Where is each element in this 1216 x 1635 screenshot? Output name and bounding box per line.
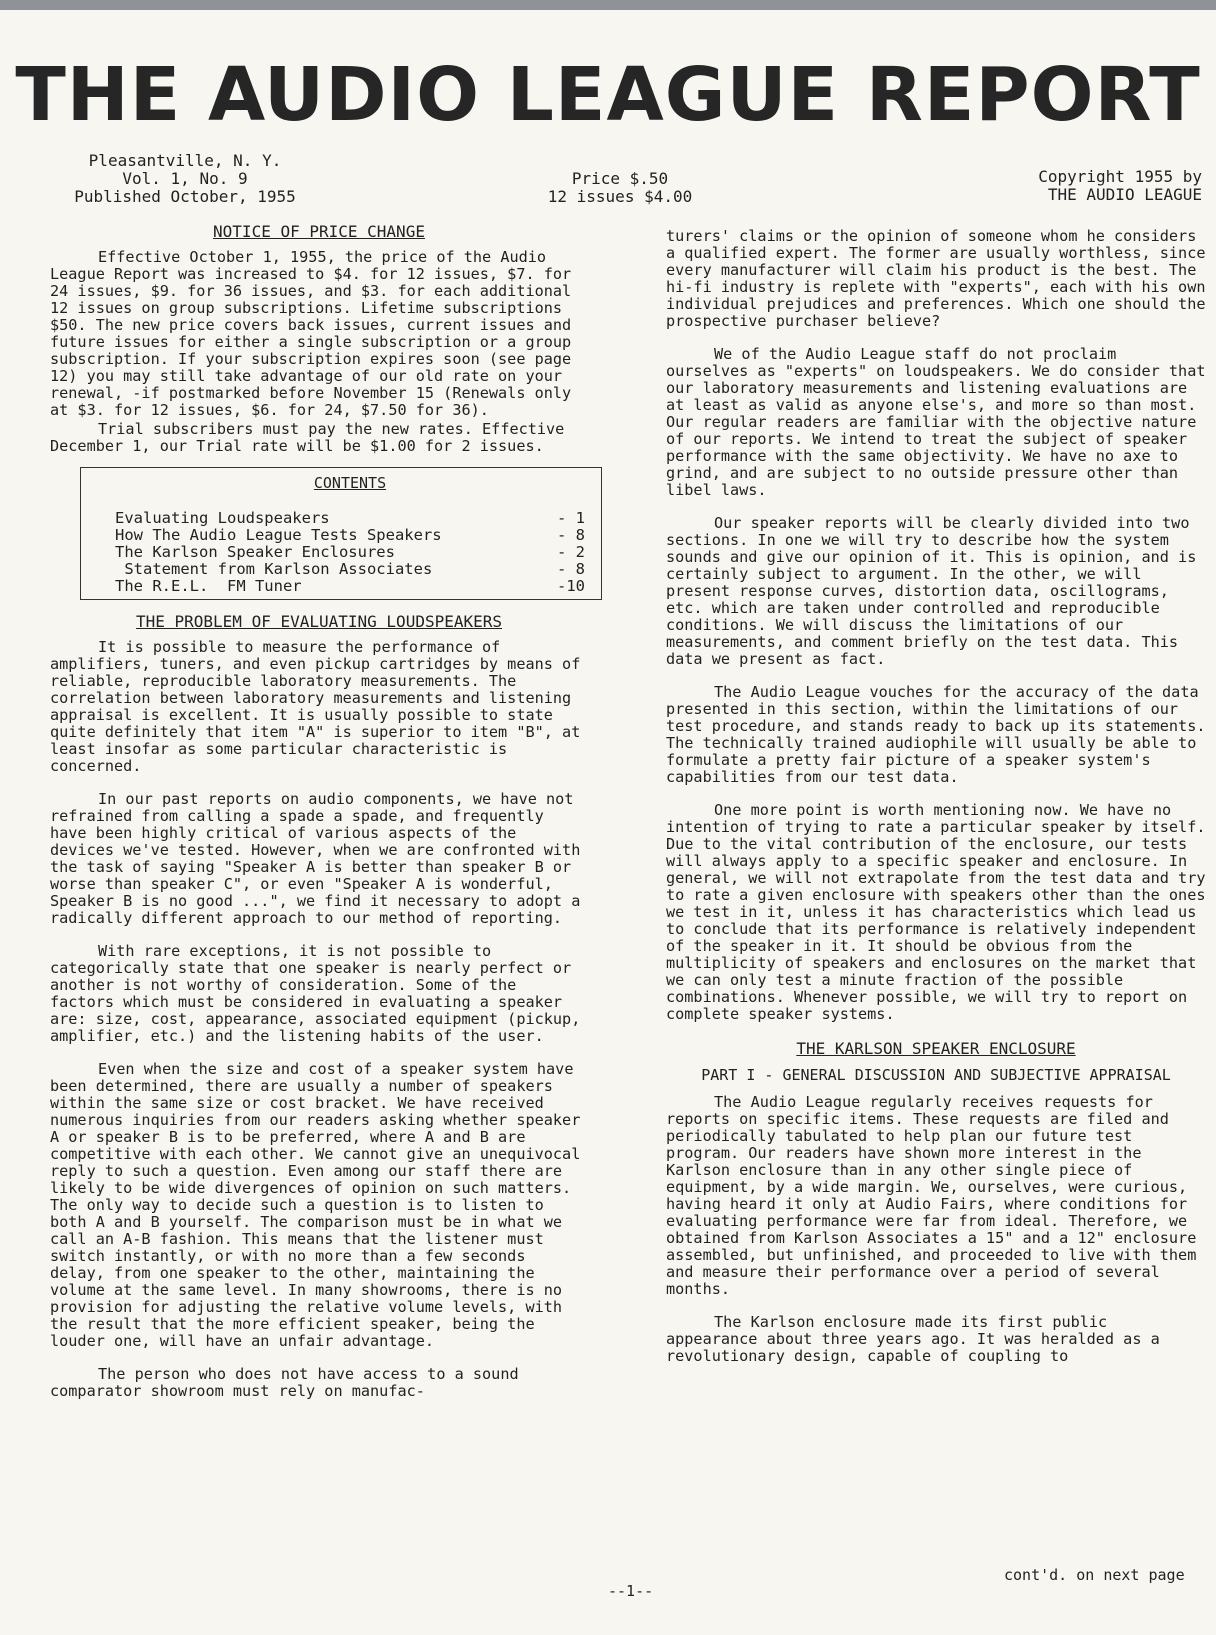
problem-paragraph-3: With rare exceptions, it is not possible to categorically state that one speaker is nearly perfect or another is not worthy of consideration. Some of the factors which must be considered in evaluating a speaker are: size, cost, appearance, associated equipment (pickup, amplifier, etc.) and the listening habits of the user. <box>50 942 581 1045</box>
location: Pleasantville, N. Y. <box>88 151 282 170</box>
copyright-owner: THE AUDIO LEAGUE <box>1047 185 1202 204</box>
problem-paragraph-2: In our past reports on audio components, we have not refrained from calling a spade a spade, and frequently have been highly critical of various aspects of the devices we've tested. However, when we are confronted with the task of saying "Speaker A is better than speaker B or worse than speaker C", or even "Speaker A is wonderful, Speaker B is no good ...", we find it necessary to adopt a radically different approach to our method of reporting. <box>50 790 581 927</box>
right-column <box>666 228 1206 1381</box>
right-paragraph-4: One more point is worth mentioning now. We have no intention of trying to rate a particular speaker by itself. Due to the vital contribution of the enclosure, our tests will always apply to a specific speaker and enclosure. In general, we will not extrapolate from the test data and try to rate a given enclosure with speakers other than the ones we test in it, unless it has characteristics which lead us to conclude that its performance is relatively independent of the speaker in it. It should be obvious from the multiplicity of speakers and enclosures on the market that we can only test a minute fraction of the possible combinations. Whenever possible, we will try to report on complete speaker systems. <box>666 801 1206 1023</box>
problem-heading: THE PROBLEM OF EVALUATING LOUDSPEAKERS <box>135 612 503 631</box>
karlson-heading: THE KARLSON SPEAKER ENCLOSURE <box>796 1039 1076 1058</box>
continued-note: cont'd. on next page <box>1004 1566 1185 1584</box>
contents-item: The Karlson Speaker Enclosures - 2 <box>115 543 585 561</box>
page-number: --1-- <box>608 1582 654 1600</box>
karlson-subheading: PART I - GENERAL DISCUSSION AND SUBJECTIVE APPRAISAL <box>701 1066 1171 1084</box>
problem-paragraph-1: It is possible to measure the performance of amplifiers, tuners, and even pickup cartridges by means of reliable, reproducible laboratory measurements. The correlation between laboratory measurements and listening appraisal is excellent. It is usually possible to state quite definitely that item "A" is superior to item "B", at least insofar as some particular characteristic is concerned. <box>50 638 581 775</box>
contents-item: Statement from Karlson Associates - 8 <box>115 560 585 578</box>
notice-heading: NOTICE OF PRICE CHANGE <box>213 222 425 241</box>
copyright-info <box>960 168 1202 204</box>
masthead-title: THE AUDIO LEAGUE REPORT <box>15 52 1201 138</box>
notice-paragraph-2: Trial subscribers must pay the new rates. Effective December 1, our Trial rate will be $1.00 for 2 issues. <box>50 420 565 455</box>
right-paragraph-1: We of the Audio League staff do not proclaim ourselves as "experts" on loudspeakers. We do consider that our laboratory measurements and listening evaluations are at least as valid as anyone else's, and more so than most. Our regular readers are familiar with the objective nature of our reports. We intend to treat the subject of speaker performance with the same objectivity. We have no axe to grind, and are subject to no outside pressure other than libel laws. <box>666 345 1206 499</box>
contents-title: CONTENTS <box>313 474 387 492</box>
problem-paragraph-4: Even when the size and cost of a speaker system have been determined, there are usually a number of speakers within the same size or cost bracket. We have received numerous inquiries from our readers asking whether speaker A or speaker B is to be preferred, where A and B are competitive with each other. We cannot give an unequivocal reply to such a question. Even among our staff there are likely to be wide divergences of opinion on such matters. The only way to decide such a question is to listen to both A and B yourself. The comparison must be in what we call an A-B fashion. This means that the listener must switch instantly, or with no more than a few seconds delay, from one speaker to the other, maintaining the volume at the same level. In many showrooms, there is no provision for adjusting the relative volume levels, with the result that the more efficient speaker, being the louder one, will have an unfair advantage. <box>50 1060 581 1350</box>
contents-box <box>80 467 602 600</box>
right-paragraph-3: The Audio League vouches for the accuracy of the data presented in this section, within the limitations of our test procedure, and stands ready to back up its statements. The technically trained audiophile will usually be able to formulate a pretty fair picture of a speaker system's capabilities from our test data. <box>666 683 1206 786</box>
contents-item: How The Audio League Tests Speakers - 8 <box>115 526 585 544</box>
published-date: Published October, 1955 <box>74 187 296 206</box>
issues-price: 12 issues $4.00 <box>547 187 693 206</box>
right-paragraph-2: Our speaker reports will be clearly divided into two sections. In one we will try to describe how the system sounds and give our opinion of it. This is opinion, and is certainly subject to argument. In the other, we will present response curves, distortion data, oscillograms, etc. which are taken under controlled and reproducible conditions. We will discuss the limitations of our measurements, and comment briefly on the test data. This data we present as fact. <box>666 514 1197 668</box>
publication-info <box>60 152 310 206</box>
left-column <box>50 222 588 1416</box>
volume-number: Vol. 1, No. 9 <box>122 169 248 188</box>
notice-paragraph-1: Effective October 1, 1955, the price of the Audio League Report was increased to $4. for 12 issues, $7. for 24 issues, $9. for 36 issues, and $3. for each additional 12 issues on group subscriptions. Lifetime subscriptions $50. The new price covers back issues, current issues and future issues for either a single subscription or a group subscription. If your subscription expires soon (see page 12) you may still take advantage of our old rate on your renewal, -if postmarked before November 15 (Renewals only at $3. for 12 issues, $6. for 24, $7.50 for 36). <box>50 248 572 419</box>
right-paragraph-6: The Karlson enclosure made its first public appearance about three years ago. It was heralded as a revolutionary design, capable of coupling to <box>666 1313 1160 1365</box>
contents-item: Evaluating Loudspeakers - 1 <box>115 509 585 527</box>
scan-top-edge <box>0 0 1216 10</box>
contents-item: The R.E.L. FM Tuner -10 <box>115 577 585 595</box>
copyright-line: Copyright 1955 by <box>1038 167 1202 186</box>
price-info <box>520 170 720 206</box>
single-price: Price $.50 <box>571 169 669 188</box>
right-paragraph-0: turers' claims or the opinion of someone whom he considers a qualified expert. The former are usually worthless, since every manufacturer will claim his product is the best. The hi-fi industry is replete with "experts", each with his own individual prejudices and preferences. Which one should the prospective purchaser believe? <box>666 227 1206 330</box>
problem-paragraph-5: The person who does not have access to a sound comparator showroom must rely on manufac- <box>50 1365 519 1400</box>
right-paragraph-5: The Audio League regularly receives requests for reports on specific items. These requests are filed and periodically tabulated to help plan our future test program. Our readers have shown more interest in the Karlson enclosure than in any other single piece of equipment, by a wide margin. We, ourselves, were curious, having heard it only at Audio Fairs, where conditions for evaluating performance were far from ideal. Therefore, we obtained from Karlson Associates a 15" and a 12" enclosure assembled, but unfinished, and proceeded to live with them and measure their performance over a period of several months. <box>666 1093 1197 1298</box>
